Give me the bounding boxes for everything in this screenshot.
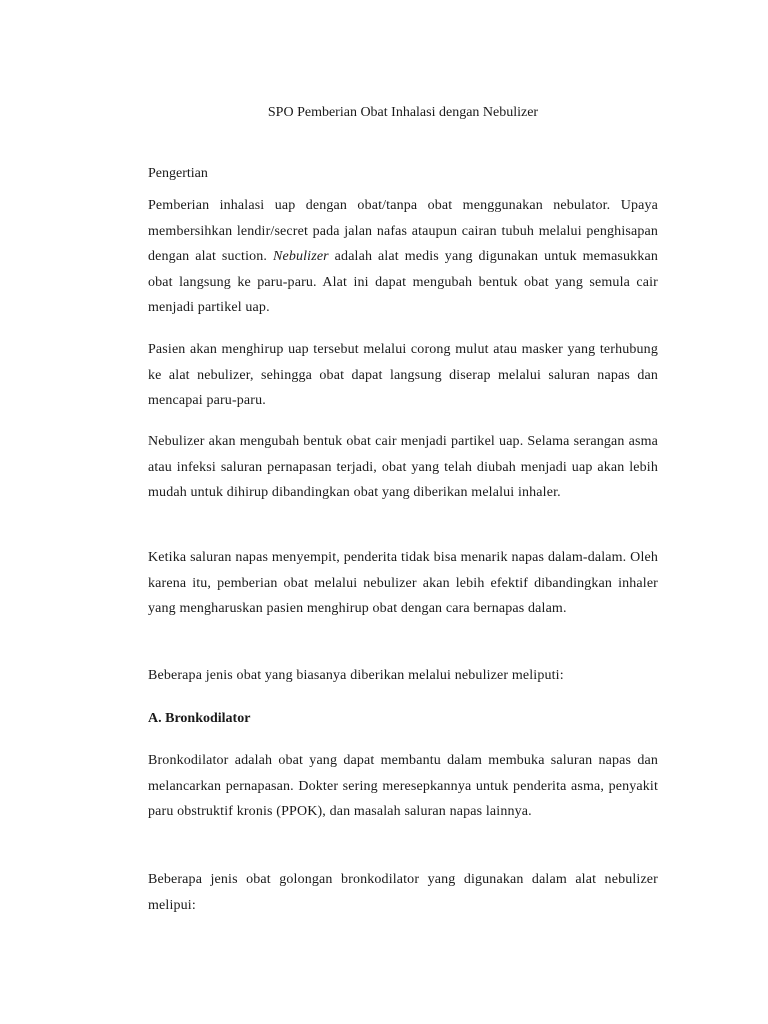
paragraph-definition	[148, 193, 658, 321]
paragraph-definition-text-b: adalah alat medis yang digunakan untuk memasukkan obat langsung ke paru-paru. Alat ini dapat mengubah bentuk obat yang semula cair menjadi partikel uap.	[148, 249, 658, 315]
paragraph-bronkodilator-types: Beberapa jenis obat golongan bronkodilator yang digunakan dalam alat nebulizer melipui:	[148, 872, 658, 913]
section-heading-pengertian: Pengertian	[148, 166, 208, 181]
paragraph-conversion: Nebulizer akan mengubah bentuk obat cair menjadi partikel uap. Selama serangan asma atau infeksi saluran pernapasan terjadi, obat yang telah diubah menjadi uap akan lebih mudah untuk dihirup dibandingkan obat yang diberikan melalui inhaler.	[148, 434, 658, 500]
paragraph-inhalation: Pasien akan menghirup uap tersebut melalui corong mulut atau masker yang terhubung ke alat nebulizer, sehingga obat dapat langsung diserap melalui saluran napas dan mencapai paru-paru.	[148, 342, 658, 408]
paragraph-bronkodilator: Bronkodilator adalah obat yang dapat membantu dalam membuka saluran napas dan melancarkan pernapasan. Dokter sering meresepkannya untuk penderita asma, penyakit paru obstruktif kronis (PPOK), dan masalah saluran napas lainnya.	[148, 753, 658, 819]
subheading-bronkodilator: A. Bronkodilator	[148, 711, 251, 726]
paragraph-definition-text-a: Pemberian inhalasi uap dengan obat/tanpa obat menggunakan nebulator. Upaya membersihkan lendir/secret pada jalan nafas ataupun cairan tubuh melalui penghisapan dengan alat suction.	[148, 198, 658, 264]
paragraph-narrowing: Ketika saluran napas menyempit, penderita tidak bisa menarik napas dalam-dalam. Oleh karena itu, pemberian obat melalui nebulizer akan lebih efektif dibandingkan inhaler yang mengharuskan pasien menghirup obat dengan cara bernapas dalam.	[148, 550, 658, 616]
document-title: SPO Pemberian Obat Inhalasi dengan Nebulizer	[267, 105, 539, 120]
nebulizer-emphasis: Nebulizer	[272, 249, 329, 264]
paragraph-drug-types-intro: Beberapa jenis obat yang biasanya diberikan melalui nebulizer meliputi:	[148, 668, 564, 683]
